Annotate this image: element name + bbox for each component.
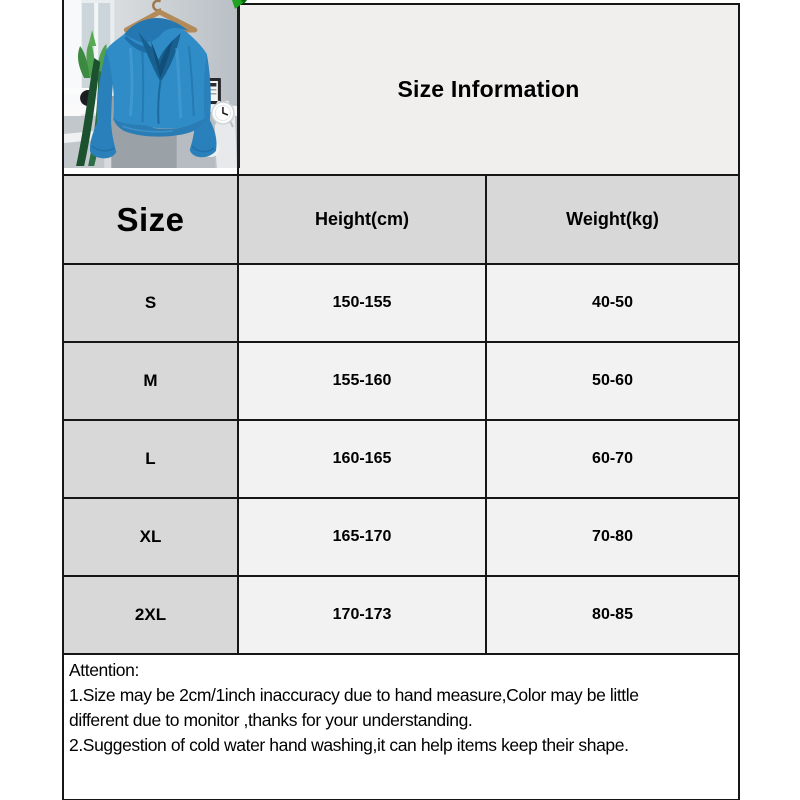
size-label: M [63,342,238,420]
product-photo [62,0,240,168]
weight-value: 80-85 [486,576,739,654]
attention-row [63,654,739,800]
height-value: 160-165 [238,420,486,498]
size-label: 2XL [63,576,238,654]
attention-heading: Attention: [69,660,139,680]
height-value: 165-170 [238,498,486,576]
table-row-2xl [63,576,739,654]
table-row-s [63,264,739,342]
column-header-size: Size [63,175,238,264]
size-label: S [63,264,238,342]
height-value: 170-173 [238,576,486,654]
weight-value: 50-60 [486,342,739,420]
table-row-xl [63,498,739,576]
title-cell [238,4,739,175]
column-header-height: Height(cm) [238,175,486,264]
size-label: XL [63,498,238,576]
column-header-weight: Weight(kg) [486,175,739,264]
weight-value: 40-50 [486,264,739,342]
height-value: 150-155 [238,264,486,342]
attention-line-3: 2.Suggestion of cold water hand washing,it can help items keep their shape. [69,735,629,755]
attention-note [63,654,739,800]
table-header-row [63,175,739,264]
weight-value: 70-80 [486,498,739,576]
jacket-photo-illustration [64,0,237,168]
attention-line-1: 1.Size may be 2cm/1inch inaccuracy due to hand measure,Color may be little [69,685,639,705]
green-corner-icon [231,0,248,10]
page-title: Size Information [397,76,580,102]
size-label: L [63,420,238,498]
weight-value: 60-70 [486,420,739,498]
table-row-m [63,342,739,420]
height-value: 155-160 [238,342,486,420]
table-row-l [63,420,739,498]
attention-line-2: different due to monitor ,thanks for your understanding. [69,710,473,730]
